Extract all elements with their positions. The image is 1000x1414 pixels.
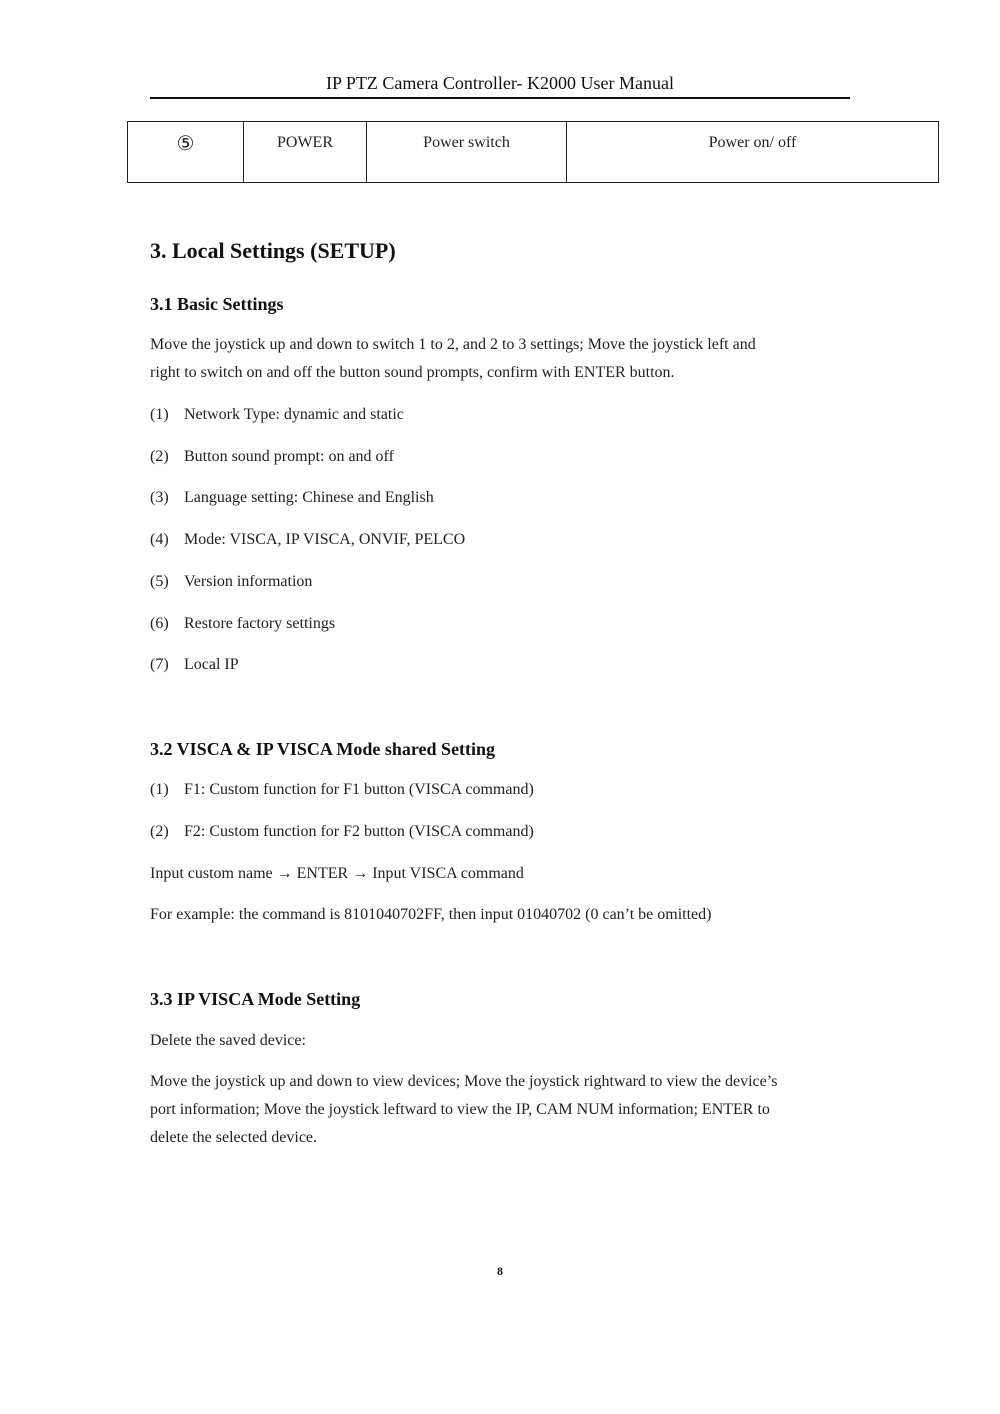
list-item-text: Mode: VISCA, IP VISCA, ONVIF, PELCO: [184, 531, 466, 548]
list-item: [150, 486, 434, 510]
list-item-number: (1): [150, 781, 169, 798]
list-item: [150, 778, 534, 802]
list-item-number: (7): [150, 656, 169, 673]
basic-settings-intro-line-1: Move the joystick up and down to switch 1 to 2, and 2 to 3 settings; Move the joystick left and: [150, 336, 756, 353]
table-cell-function: Power switch: [367, 122, 567, 183]
list-item: [150, 445, 394, 469]
list-item-number: (4): [150, 531, 169, 548]
list-item-text: F1: Custom function for F1 button (VISCA command): [184, 781, 534, 798]
delete-device-body-line-3: delete the selected device.: [150, 1129, 318, 1146]
list-item-text: Network Type: dynamic and static: [184, 406, 404, 423]
visca-command-example: For example: the command is 8101040702FF, then input 01040702 (0 can’t be omitted): [150, 906, 712, 923]
list-item-text: Language setting: Chinese and English: [184, 489, 434, 506]
table-cell-name: POWER: [244, 122, 367, 183]
delete-device-body-line-2: port information; Move the joystick leftward to view the IP, CAM NUM information; ENTER to: [150, 1101, 770, 1118]
section-3-heading: 3. Local Settings (SETUP): [150, 238, 396, 263]
list-item-number: (2): [150, 823, 169, 840]
basic-settings-intro-line-2: right to switch on and off the button sound prompts, confirm with ENTER button.: [150, 364, 675, 381]
section-3-2-heading: 3.2 VISCA & IP VISCA Mode shared Setting: [150, 739, 496, 759]
list-item-text: F2: Custom function for F2 button (VISCA command): [184, 823, 534, 840]
list-item-text: Button sound prompt: on and off: [184, 448, 394, 465]
page-header-title: IP PTZ Camera Controller- K2000 User Manual: [326, 73, 674, 93]
list-item-number: (2): [150, 448, 169, 465]
header-divider: [150, 97, 850, 99]
list-item-number: (3): [150, 489, 169, 506]
table-cell-description: Power on/ off: [567, 122, 939, 183]
section-3-3-heading: 3.3 IP VISCA Mode Setting: [150, 989, 361, 1009]
delete-device-body-line-1: Move the joystick up and down to view devices; Move the joystick rightward to view the device’s: [150, 1073, 778, 1090]
table-row: [128, 122, 939, 183]
table-cell-index: [128, 122, 244, 183]
list-item-number: (1): [150, 406, 169, 423]
button-table: [127, 121, 939, 183]
list-item-number: (5): [150, 573, 169, 590]
list-item: [150, 820, 534, 844]
list-item-text: Restore factory settings: [184, 615, 336, 632]
list-item-text: Version information: [184, 573, 313, 590]
page-number: 8: [497, 1264, 503, 1278]
list-item: [150, 570, 312, 594]
list-item-number: (6): [150, 615, 169, 632]
list-item: [150, 653, 239, 677]
section-3-1-heading: 3.1 Basic Settings: [150, 294, 284, 314]
circled-number-five: ⑤: [176, 131, 195, 155]
list-item: [150, 403, 404, 427]
delete-device-subtitle: Delete the saved device:: [150, 1032, 306, 1049]
list-item: [150, 528, 465, 552]
visca-input-flow: Input custom name → ENTER → Input VISCA command: [150, 865, 524, 882]
list-item: [150, 612, 335, 636]
list-item-text: Local IP: [184, 656, 239, 673]
